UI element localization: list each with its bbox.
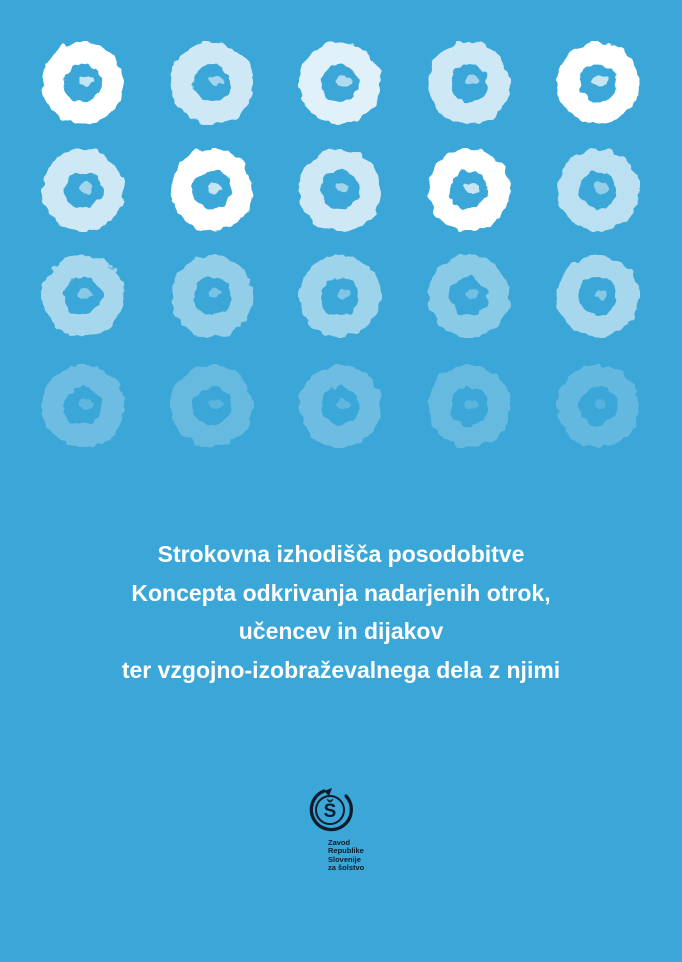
zrss-logo-icon xyxy=(306,786,354,834)
textured-ring-icon xyxy=(53,376,113,436)
document-title xyxy=(0,535,682,689)
textured-ring-icon xyxy=(568,160,628,220)
publisher-name-line-3: Slovenije xyxy=(328,854,361,864)
textured-ring-icon xyxy=(310,160,370,220)
title-line-1: Strokovna izhodišča posodobitve xyxy=(157,541,525,567)
textured-ring-icon xyxy=(310,266,370,326)
textured-ring-icon xyxy=(182,160,242,220)
textured-ring-icon xyxy=(182,53,242,113)
textured-ring-icon xyxy=(53,53,113,113)
textured-ring-icon xyxy=(439,160,499,220)
textured-ring-icon xyxy=(182,376,242,436)
publisher-logo xyxy=(306,786,386,886)
textured-ring-icon xyxy=(53,160,113,220)
textured-ring-icon xyxy=(53,266,113,326)
textured-ring-icon xyxy=(439,266,499,326)
publisher-name-line-2: Republike xyxy=(328,846,364,856)
title-line-3: učencev in dijakov xyxy=(238,618,444,644)
textured-ring-icon xyxy=(568,53,628,113)
title-line-2: Koncepta odkrivanja nadarjenih otrok, xyxy=(131,579,551,606)
textured-ring-icon xyxy=(310,53,370,113)
publisher-name xyxy=(328,839,398,872)
ring-pattern xyxy=(0,0,682,470)
publisher-name-line-4: za šolstvo xyxy=(328,862,365,872)
title-line-4: ter vzgojno-izobraževalnega dela z njimi xyxy=(121,656,561,683)
publisher-name-line-1: Zavod xyxy=(328,838,351,847)
textured-ring-icon xyxy=(182,266,242,326)
textured-ring-icon xyxy=(439,53,499,113)
textured-ring-icon xyxy=(568,266,628,326)
logo-letter: Š xyxy=(323,801,337,822)
textured-ring-icon xyxy=(568,376,628,436)
textured-ring-icon xyxy=(310,376,370,436)
textured-ring-icon xyxy=(439,376,499,436)
